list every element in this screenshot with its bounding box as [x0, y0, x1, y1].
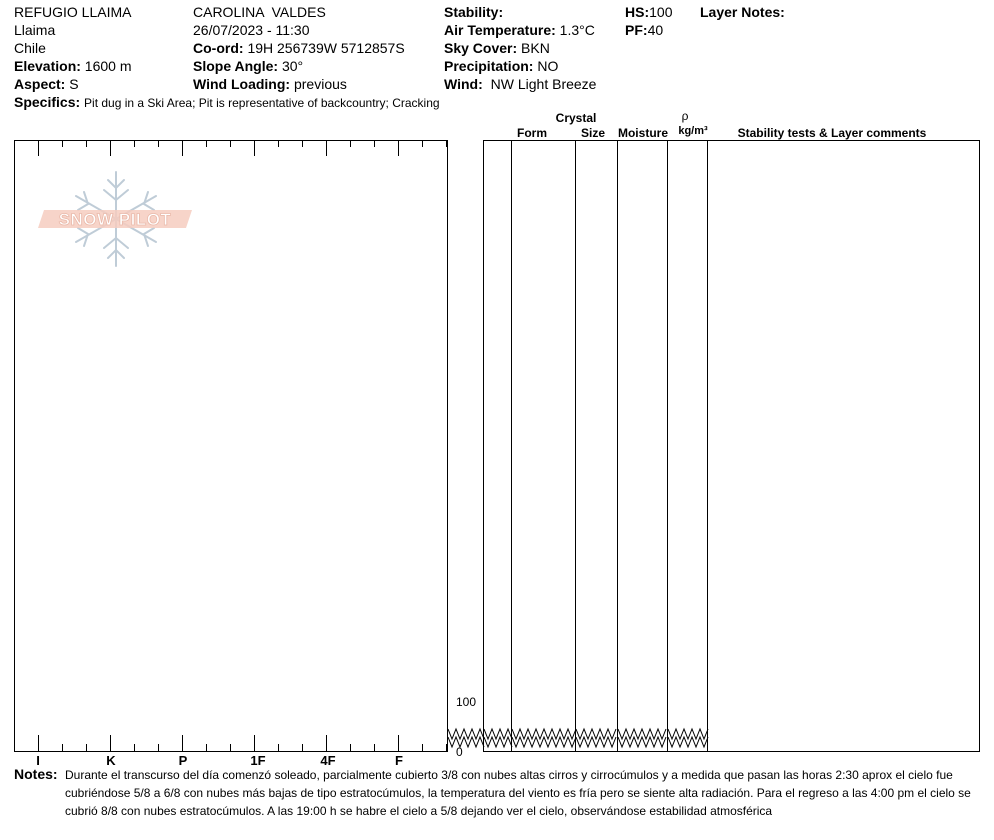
specifics-label: Specifics: [14, 94, 81, 110]
precipitation-label: Precipitation: [444, 58, 534, 74]
hardness-label-p: P [178, 753, 188, 768]
aspect-label: Aspect: [14, 76, 66, 92]
elevation-label: Elevation: [14, 58, 81, 74]
wind-value: NW Light Breeze [490, 76, 597, 92]
slope-value: 30° [281, 58, 304, 74]
hardness-label-k: K [106, 753, 116, 768]
slope-label: Slope Angle: [193, 58, 279, 74]
depth-label-bottom: 0 [456, 745, 463, 759]
depth-label-top: 100 [456, 695, 477, 709]
air-temperature-value: 1.3°C [559, 22, 595, 38]
precipitation-value: NO [537, 58, 559, 74]
coord-label: Co-ord: [193, 40, 244, 56]
form-header: Form [517, 126, 547, 140]
wind-label: Wind: [444, 76, 483, 92]
layer-notes-label: Layer Notes: [700, 4, 785, 20]
hs-label: HS: [625, 4, 650, 20]
notes-text: Durante el transcurso del día comenzó soleado, parcialmente cubierto 3/8 con nubes altas cirros y cirrocúmulos y a medida que pasan las horas 2:30 aprox el cielo fue cubriéndose 5/8 a 6/8 con nubes más bajas de tipo estratocúmulos, la temperatura del viento es fría pero se siente alta radiación. Para el regreso a las 4:00 pm el cielo se cubrió 8/8 con nubes estratocúmulos. A las 19:00 h se habre el cielo a 5/8 dejando ver el cielo, observándose estabilidad atmosférica [65, 768, 971, 818]
snowpilot-logo [38, 172, 192, 266]
size-header: Size [580, 126, 605, 140]
sky-cover-label: Sky Cover: [444, 40, 518, 56]
hardness-label-4f: 4F [320, 753, 336, 768]
hardness-label-f: F [395, 753, 403, 768]
crystal-header: Crystal [555, 111, 597, 125]
location-name: REFUGIO LLAIMA [14, 4, 132, 20]
wind-loading-value: previous [293, 76, 347, 92]
stability-label: Stability: [444, 4, 504, 20]
hs-value: 100 [649, 4, 673, 20]
hardness-top-ticks [39, 140, 447, 156]
snowpilot-logo-text: SNOW PILOT [58, 210, 172, 229]
aspect-value: S [69, 76, 79, 92]
hardness-label-i: I [36, 753, 40, 768]
moisture-header: Moisture [617, 126, 668, 140]
notes-label: Notes: [14, 766, 58, 782]
sky-cover-value: BKN [521, 40, 550, 56]
rho-header: ρ [681, 109, 689, 123]
hardness-bottom-ticks [39, 735, 447, 751]
stability-comments-header: Stability tests & Layer comments [737, 126, 927, 140]
elevation-value: 1600 m [84, 58, 132, 74]
country-name: Chile [14, 40, 46, 56]
coord-value: 19H 256739W 5712857S [247, 40, 405, 56]
pf-value: 40 [647, 22, 664, 38]
hardness-chart-frame [15, 141, 448, 752]
observer-name: CAROLINA VALDES [193, 4, 326, 20]
area-name: Llaima [14, 22, 56, 38]
observation-datetime: 26/07/2023 - 11:30 [193, 22, 310, 38]
hardness-label-1f: 1F [250, 753, 266, 768]
specifics-value: Pit dug in a Ski Area; Pit is representative of backcountry; Cracking [84, 96, 440, 110]
wind-loading-label: Wind Loading: [193, 76, 291, 92]
density-unit-header: kg/m³ [678, 125, 708, 137]
air-temperature-label: Air Temperature: [444, 22, 556, 38]
pf-label: PF: [625, 22, 648, 38]
